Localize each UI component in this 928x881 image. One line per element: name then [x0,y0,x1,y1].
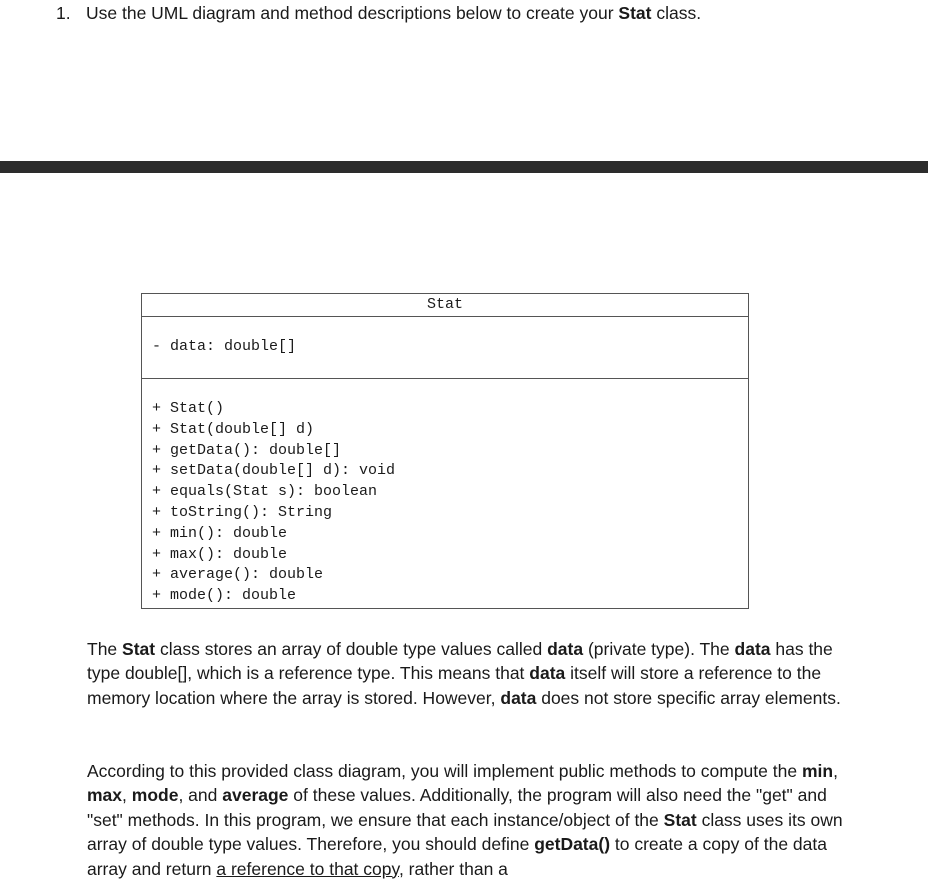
uml-method: + setData(double[] d): void [152,462,396,480]
bold-term: data [500,687,537,708]
uml-attributes [142,317,748,379]
text-run: According to this provided class diagram, you will implement public methods to compute the [87,761,802,781]
uml-method: + equals(Stat s): boolean [152,483,378,501]
uml-method: + getData(): double[] [152,441,342,459]
bold-term: Stat [663,809,697,830]
uml-attribute: - data: double[] [152,338,297,355]
bold-term: mode [131,785,179,806]
text-run: , [833,761,838,781]
question-class-word: Stat [618,3,652,23]
uml-methods [142,379,748,607]
uml-method: + min(): double [152,524,288,542]
text-run: , and [178,785,223,806]
text-run: does not store specific array elements. [536,687,841,708]
uml-method: + toString(): String [152,503,333,521]
text-run: The [87,639,123,659]
question-text-before: Use the UML diagram and method descriptions below to create your [86,3,619,23]
text-run: , [122,785,132,806]
text-run: of these values. Additionally, the program will also need the "get" and "set" methods. In this program, we ensure that each instance/object of the [87,785,827,830]
question-intro [56,2,701,24]
bold-term: data [734,639,771,659]
uml-class-diagram [141,293,749,609]
text-run: class stores an array of double type values called [155,639,548,659]
uml-method: + Stat(double[] d) [152,420,315,438]
uml-method: + Stat() [152,400,225,417]
uml-method: + max(): double [152,545,288,563]
bold-term: max [87,785,123,806]
bold-term: data [547,639,584,659]
text-run: itself will store a reference to the memory location where the array is stored. However, [87,663,822,708]
bold-term: min [801,761,834,781]
section-divider [0,161,928,173]
text-run: (private type). The [583,639,735,659]
text-run: , rather than a [398,858,508,879]
question-number: 1. [56,3,71,23]
description-paragraph-2 [87,759,847,881]
uml-method: + average(): double [152,566,324,584]
text-run: to create a copy of the data array and return [87,834,827,879]
bold-term: data [529,663,566,684]
bold-term: Stat [122,639,156,659]
text-run: has the type double[], which is a reference type. This means that [87,639,833,684]
description-paragraph-1 [87,637,847,710]
bold-term: average [222,785,289,806]
uml-method: + mode(): double [152,587,297,605]
underlined-term: a reference to that copy [216,858,399,879]
uml-class-name: Stat [142,294,748,317]
text-run: class uses its own array of double type values. Therefore, you should define [87,809,843,855]
bold-term: getData() [534,834,611,855]
question-text-after: class. [651,3,702,23]
